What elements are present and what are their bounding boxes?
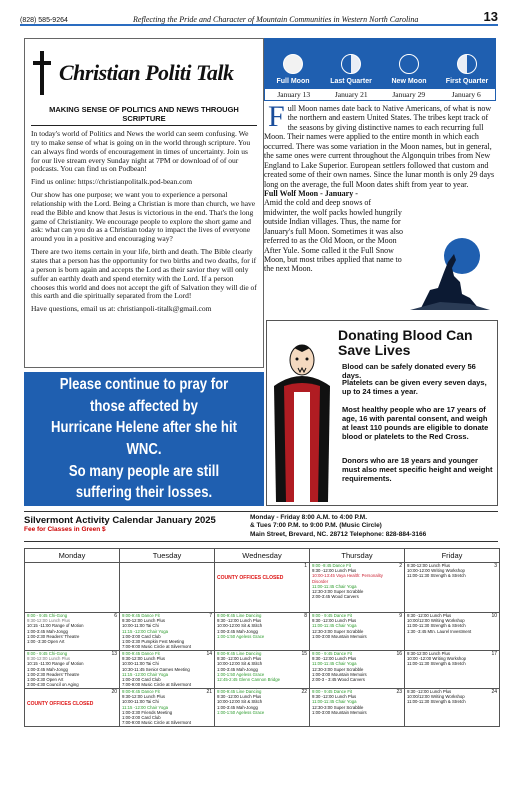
calendar-event: 1:00 -3:30 Open Art [27,639,65,645]
day-number: 7 [209,613,212,619]
calendar-event: 1:00-2:30 Readers' Theatre [27,671,80,677]
calendar-event: 1:00-3:00 Mountain Memoirs [312,709,367,715]
moon-dates [264,88,496,101]
calendar-day [310,613,405,651]
hurricane-line: Please continue to pray for those affected by [59,376,229,415]
calendar-event: 1:00-3:00 Mountain Memoirs [312,633,367,639]
activity-calendar [24,548,500,727]
calendar-event: 9:00 - 9:45 Dance Fit [312,651,353,656]
day-number: 22 [301,689,307,695]
calendar-event: 10:00/12:00 Writing Workshop [407,694,465,700]
calendar-event: 3:00-4:30 Council on Aging [27,682,79,688]
calendar-event: 9:30 -12:00 Lunch Plus [217,656,262,662]
cpt-paragraph: There are two items certain in your life, birth and death. The Bible clearly states that a person has the opportunity for two births and two deaths, for if a person is born again and accepts the Lord as their savior they will only suffer an earthly death and spend eternity with the Lord. If a person chooses this world and does not accept the gift of Salvation they will die of this earth and die spiritually separated from the Lord! [31,247,257,301]
calendar-event: 9:00-9:45 Dance Fit [122,689,160,694]
calendar-day [215,651,310,689]
day-number: 23 [396,689,402,695]
page-header [20,8,498,26]
calendar-event: 12:30-3:00 Super Scrabble [312,704,364,710]
article-body: Amid the cold and deep snows of midwinter, the wolf packs howled hungrily outside Indian villages. Thus, the name for January's full Moon. Sometimes it was also referred to as the Old Moon, or the Moon After Yule. Some called it the Full Snow Moon, but most tribes applied that name to the next Moon. [264,198,403,274]
calendar-event: 9:00 - 9:45 Chi-Gong [27,613,68,618]
day-number: 13 [111,651,117,657]
new-moon-icon [399,54,419,74]
moon-phases [264,38,496,100]
moon-full [264,38,322,88]
moon-label: New Moon [391,78,427,85]
day-number: 1 [304,563,307,569]
day-number: 17 [491,651,497,657]
calendar-event: 10:00-11:00 Tai Chi [122,623,159,629]
day-number: 16 [396,651,402,657]
hurricane-line: So many people are still suffering their losses. [68,462,220,502]
cpt-logo [31,43,257,103]
day-number: 15 [301,651,307,657]
calendar-event: 10:00-12:00 Writing Workshop [407,568,465,574]
hurricane-prayer-notice [24,372,264,506]
calendar-event: 11:00-11:45 Chair Yoga [312,661,357,667]
calendar-header [24,511,498,542]
calendar-week [25,689,500,727]
calendar-event: 10:00-12:00 Sit & Stitch [217,623,263,629]
calendar-event: 9:00 - 9:45 Dance Fit [312,613,353,618]
calendar-event: 9:00-9:45 Line Dancing [217,613,262,618]
calendar-event: Disorder [312,578,329,584]
calendar-event: 10:30-11:45 Senior Games Meeting [122,666,190,672]
day-number: 8 [304,613,307,619]
calendar-event: 9:30 -12:00 Lunch Plus [407,689,452,694]
day-header: Friday [405,549,500,563]
calendar-event: 1:00-2:30 Readers' Theatre [27,633,80,639]
cross-icon [31,51,53,95]
cpt-paragraph: Our show has one purpose; we want you to experience a personal relationship with the Lord. Being a Christian is more than church, we have read the Bible and know that Jesus is victorious in the end. That's the long game of Christianity. We encourage people to explore the short game and ask: what can you do as a Christian today to impact the lives of everyone around you in a positive and encouraging way? [31,190,256,244]
calendar-day [215,563,310,613]
calendar-event: 10:00-11:00 Tai Chi [122,699,159,705]
cpt-email[interactable]: Have questions, email us at: christianpoli-titalk@gmail.com [31,304,212,314]
calendar-event: 12:30-3:00 Super Scrabble [312,589,364,595]
calendar-event: 9:30 -12:00 Lunch Plus [312,656,357,662]
page-number: 13 [483,9,498,24]
calendar-fee: Fee for Classes in Green $ [24,526,106,533]
full-moon-icon [283,54,303,74]
day-number: 20 [111,689,117,695]
calendar-event: 9:00 -9:45 Dance Fit [312,563,351,568]
calendar-event: 10:15 -11:00 Range of Motion [27,623,84,629]
calendar-event: 1:00-3:00 Card Club [122,715,161,721]
article-intro: ull Moon names date back to Native Americans, of what is now the northern and eastern United States. The tribes kept track of the seasons by giving distinctive names to each recurring full Moon. Their names were applied to the entire month in which each occurred. There was some variation in the Moon names, but in general, the same ones were current throughout the Algonquin tribes from New England to Lake Superior. European settlers followed that custom and created some of their own names. Since the lunar month is only 29 days long on the average, the full Moon dates shift from year to year. [264,104,495,189]
calendar-event: 9:30 -12:00 Lunch Plus [407,613,452,618]
calendar-event: 9:30-12:00 Lunch Plus [407,563,451,568]
calendar-event: 11:00-11:30 Strength & Stretch [407,661,466,667]
calendar-event: 9:30 -12:00 Lunch Plus [217,694,262,700]
cpt-logo-text: Christian Politi Talk [59,60,234,85]
moon-label: Full Moon [276,78,310,85]
last-quarter-icon [341,54,361,74]
calendar-event: 9:30 -12:00 Lunch Plus [312,568,357,574]
closure-notice: COUNTY OFFICES CLOSED [27,701,94,707]
calendar-event: 1:00-1:50 Ageless Grace [217,709,265,715]
calendar-event: 12:30-3:00 Super Scrabble [312,628,364,634]
article-subheading: Full Wolf Moon - January - [264,188,358,198]
calendar-event: 11:00-11:45 Chair Yoga [312,623,357,629]
calendar-event: 10:00-13:45 Vaya Health: Personality [312,573,383,579]
cpt-website[interactable]: Find us online: https://christianpolitalk.pod-bean.com [31,177,193,187]
calendar-week [25,613,500,651]
calendar-event: 1:00-3:45 Mah-Jongg [217,666,258,672]
calendar-week [25,651,500,689]
calendar-event: 11:00-11:30 Strength & Stretch [407,699,466,705]
calendar-event: 7:00-9:00 Music Circle at Silvermont [122,682,192,688]
calendar-hours: & Tues 7:00 P.M. to 9:00 P.M. (Music Circle) [250,522,382,530]
calendar-day [120,563,215,613]
moon-date: January 29 [392,90,426,99]
calendar-event: 9:30-12:00 Lunch Plus [27,618,71,624]
moon-label: Last Quarter [330,78,372,85]
day-number: 21 [206,689,212,695]
calendar-event: 9:30 -12:00 Lunch Plus [312,694,357,700]
calendar-event: 11:00-11:45 Chair Yoga [312,583,357,589]
blood-point: Platelets can be given every seven days, up to 24 times a year. [342,378,487,396]
christian-politi-talk-ad [24,38,264,368]
moon-first [438,38,496,88]
day-number: 6 [114,613,117,619]
calendar-day [310,563,405,613]
calendar-event: 1:00-3:45 Mah-Jongg [27,628,68,634]
moon-label: First Quarter [445,78,489,85]
calendar-event: 9:00-9:45 Dance Fit [122,613,160,618]
day-number: 24 [491,689,497,695]
calendar-event: 10:00/12:00 Writing Workshop [407,618,465,624]
calendar-event: 1:00-3:00 Card Club [122,677,161,683]
calendar-event: 9:30-12:00 Lunch Plus [122,618,166,624]
moon-date: January 21 [334,90,368,99]
calendar-event: 9:30 -12:00 Lunch Plus [217,618,262,624]
blood-title: Donating Blood Can Save Lives [338,327,473,358]
calendar-event: 9:30-12:00 Lunch Plus [122,656,166,662]
calendar-event: 11:00-11:30 Strength & Stretch [407,573,466,579]
calendar-week [25,563,500,613]
calendar-event: 1:00-3:45 Mah-Jongg [217,628,258,634]
calendar-day [405,651,500,689]
calendar-day [120,689,215,727]
calendar-hours: Monday - Friday 8:00 A.M. to 4:00 P.M. [250,514,368,521]
moon-date: January 6 [451,90,481,99]
calendar-day [120,651,215,689]
vampire-illustration [270,326,334,502]
calendar-event: 10:00-12:00 Sit & Stitch [217,699,263,705]
calendar-event: 1:00-3:30 Friends Meeting [122,709,173,715]
calendar-event: 11:00-11:45 Chair Yoga [312,699,357,705]
calendar-event: 7:00-9:00 Music Circle at Silvermont [122,720,192,726]
howling-wolf-image [410,232,490,312]
calendar-event: 9:00 - 9:45 Chi-Gong [27,651,68,656]
day-number: 9 [399,613,402,619]
calendar-title: Silvermont Activity Calendar January 2025 [24,515,216,526]
calendar-event: 12:45-2:45 Glenn Cannon Bridge [217,677,281,683]
calendar-event: 9:00-9:45 Line Dancing [217,651,262,656]
calendar-event: 10:00 -12:00 Writing Workshop [407,656,467,662]
calendar-event: 1:00-1:50 Ageless Grace [217,671,265,677]
drop-cap: F [268,100,285,133]
moon-last [322,38,380,88]
moon-new [380,38,438,88]
day-number: 10 [491,613,497,619]
cpt-paragraph: In today's world of Politics and News the world can seem confusing. We try to make sense of what is going on in the world through scripture. You can always find words of encouragement in times of uncertainty. Join us for our live stream every Sunday night at 7PM or download of of our podcasts. You can find us on Podbean! [31,129,251,174]
day-header: Wednesday [215,549,310,563]
calendar-event: 9:30-12:00 Lunch Plus [122,694,166,700]
day-header: Thursday [310,549,405,563]
moon-date: January 13 [277,90,311,99]
calendar-event: 12:30-3:00 Super Scrabble [312,666,364,672]
day-header: Monday [25,549,120,563]
calendar-event: 9:30 -12:00 Lunch Plus [312,618,357,624]
calendar-day [405,613,500,651]
calendar-day [25,651,120,689]
calendar-event: 11:15 -12:00 Chair Yoga [122,628,169,634]
cpt-subtitle: MAKING SENSE OF POLITICS AND NEWS THROUGH SCRIPTURE [31,105,257,126]
day-number: 2 [399,563,402,569]
calendar-event: 9:00-9:45 Dance Fit [122,651,160,656]
calendar-day [310,689,405,727]
calendar-day [215,689,310,727]
calendar-day [120,613,215,651]
calendar-event: 1:30 -3:45 Mtn. Laurel Investment [407,628,472,634]
calendar-event: 10:00-12:00 Sit & Stitch [217,661,263,667]
calendar-address: Main Street, Brevard, NC. 28712 Telephone: 828-884-3166 [250,530,427,538]
calendar-day [215,613,310,651]
calendar-event: 1:00-3:00 Mountain Memoirs [312,671,367,677]
calendar-event: 2:00-3 - 3:45 Wood Carvers [312,677,365,683]
first-quarter-icon [457,54,477,74]
calendar-event: 2:00-3:45 Wood Carvers [312,594,359,600]
day-header: Tuesday [120,549,215,563]
calendar-event: 7:00-9:00 Music Circle at Silvermont [122,644,192,650]
calendar-event: 1:00-3:45 Mah-Jongg [27,666,68,672]
header-phone: (828) 585-9264 [20,17,68,24]
calendar-event: 1:00-3:30 Pumpkin Fest Meeting [122,639,185,645]
hurricane-line: Hurricane Helene after she hit WNC. [51,419,237,458]
calendar-event: 1:00-3:45 Mah-Jongg [217,704,258,710]
calendar-event: 11:15 -12:00 Chair Yoga [122,704,169,710]
blood-point: Donors who are 18 years and younger must also meet specific height and weight requirements. [342,456,493,483]
calendar-event: 11:15 -12:00 Chair Yoga [122,671,169,677]
calendar-day [310,651,405,689]
day-number: 3 [494,563,497,569]
calendar-event: 1:00-3:30 Open Art [27,677,64,683]
calendar-event: 10:15 -11:00 Range of Motion [27,661,84,667]
day-number: 14 [206,651,212,657]
blood-point: Most healthy people who are 17 years of age, 16 with parental consent, and weigh at least 110 pounds are eligible to donate blood or platelets to the Red Cross. [342,405,489,441]
header-tagline: Reflecting the Pride and Character of Mountain Communities in Western North Carolina [133,15,419,24]
calendar-day [25,613,120,651]
calendar-day [405,563,500,613]
calendar-event: 9:30-12:00 Lunch Plus [407,651,451,656]
calendar-event: 9:00 - 9:45 Dance Fit [312,689,353,694]
calendar-event: 9:30-12:00 Lunch Plus [27,656,71,662]
calendar-event: 11:00-11:30 Strength & Stretch [407,623,466,629]
calendar-day [25,689,120,727]
calendar-event: 1:00-3:00 Card Club [122,633,161,639]
blood-point: Blood can be safely donated every 56 days. [342,362,476,380]
closure-notice: COUNTY OFFICES CLOSED [217,575,284,581]
calendar-event: 10:00-11:00 Tai Chi [122,661,159,667]
calendar-day [405,689,500,727]
calendar-event: 1:00-1:50 Ageless Grace [217,633,265,639]
calendar-event: 9:00-9:45 Line Dancing [217,689,262,694]
calendar-day [25,563,120,613]
